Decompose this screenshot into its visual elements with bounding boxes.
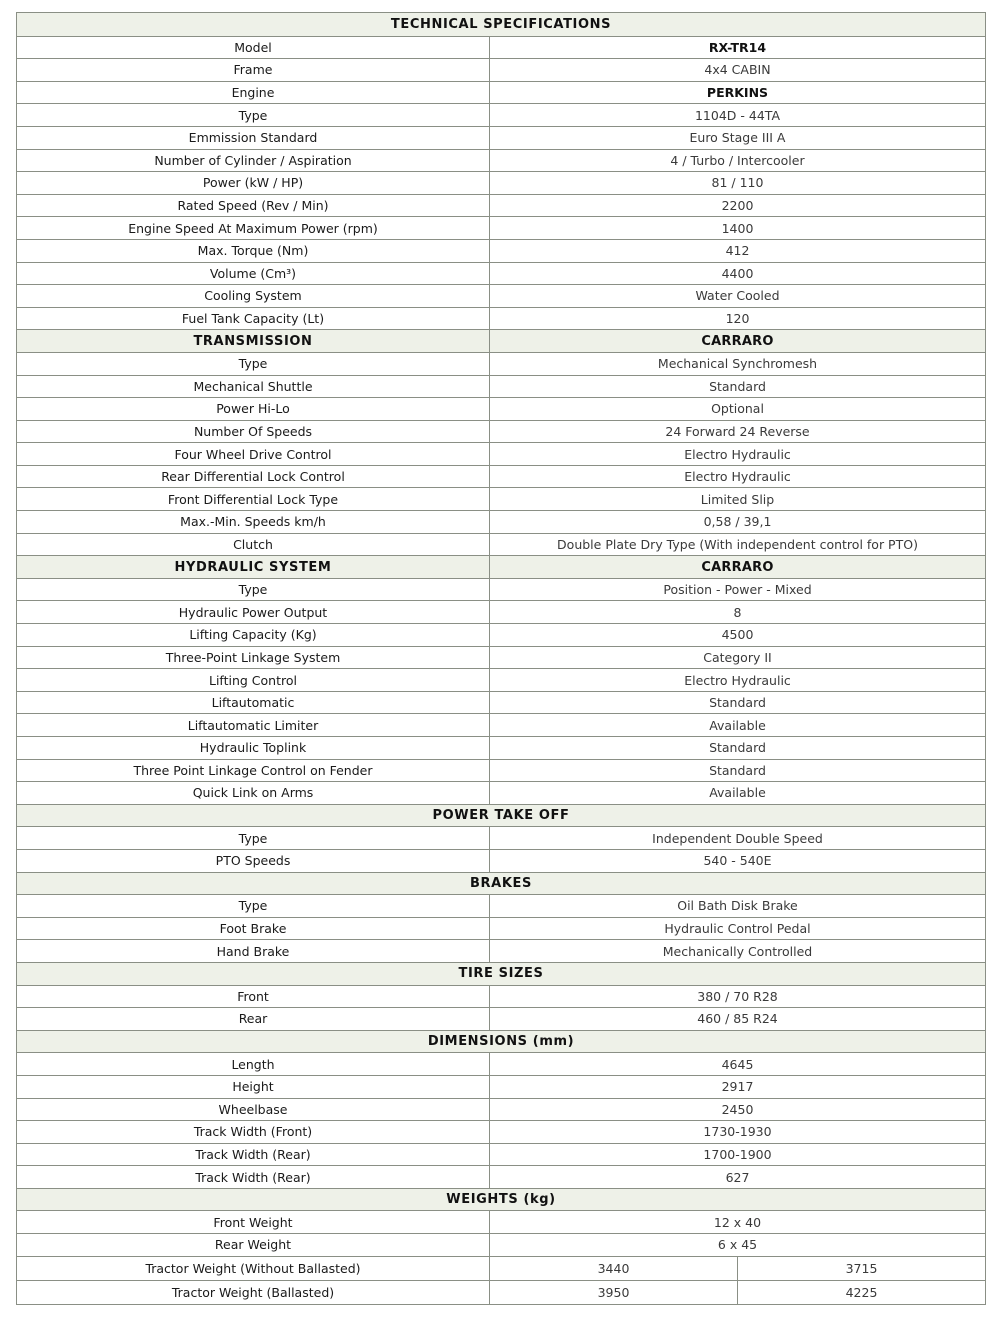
spec-value: 2200 [721, 198, 754, 214]
spec-label: Quick Link on Arms [17, 782, 490, 804]
spec-row [17, 781, 985, 804]
spec-row [17, 1120, 985, 1143]
spec-row [17, 103, 985, 126]
spec-value: 4500 [721, 627, 754, 643]
spec-row [17, 307, 985, 330]
spec-label: Power Hi-Lo [17, 398, 490, 420]
spec-value: Standard [709, 762, 766, 778]
spec-label: Volume (Cm³) [17, 263, 490, 285]
spec-row [17, 442, 985, 465]
spec-label: Length [17, 1053, 490, 1075]
spec-value: 8 [733, 604, 742, 620]
spec-row [17, 262, 985, 285]
spec-row [17, 420, 985, 443]
section-header-weights-kg [17, 1188, 985, 1211]
spec-row [17, 1280, 985, 1304]
spec-row [17, 487, 985, 510]
section-header-brakes [17, 872, 985, 895]
spec-row [17, 939, 985, 962]
spec-row [17, 1052, 985, 1075]
spec-value: Independent Double Speed [652, 830, 823, 846]
spec-value: 460 / 85 R24 [697, 1011, 778, 1027]
section-title-value: CARRARO [701, 559, 774, 575]
section-title: TRANSMISSION [17, 330, 490, 352]
section-title-value: CARRARO [701, 333, 774, 349]
spec-label: Hydraulic Power Output [17, 601, 490, 623]
spec-row [17, 713, 985, 736]
spec-label: Four Wheel Drive Control [17, 443, 490, 465]
spec-value: 1400 [721, 220, 754, 236]
spec-row [17, 1098, 985, 1121]
section-title: DIMENSIONS (mm) [427, 1034, 575, 1050]
spec-value: Euro Stage III A [689, 130, 786, 146]
spec-label: Rear [17, 1008, 490, 1030]
spec-row [17, 465, 985, 488]
spec-value: Mechanical Synchromesh [657, 356, 818, 372]
spec-value: Position - Power - Mixed [663, 582, 812, 598]
spec-label: Type [17, 827, 490, 849]
spec-value: 1730-1930 [703, 1124, 772, 1140]
spec-row [17, 352, 985, 375]
spec-value: Available [709, 785, 766, 801]
spec-label: Max.-Min. Speeds km/h [17, 511, 490, 533]
spec-row [17, 149, 985, 172]
spec-label: Number Of Speeds [17, 421, 490, 443]
spec-label: Number of Cylinder / Aspiration [17, 150, 490, 172]
spec-label: Engine [17, 82, 490, 104]
spec-row [17, 1233, 985, 1256]
spec-label: Front Differential Lock Type [17, 488, 490, 510]
spec-row [17, 171, 985, 194]
spec-value: 2450 [721, 1101, 754, 1117]
spec-row [17, 985, 985, 1008]
spec-label: Track Width (Front) [17, 1121, 490, 1143]
spec-row [17, 58, 985, 81]
spec-value: Optional [711, 401, 764, 417]
section-title: TECHNICAL SPECIFICATIONS [390, 16, 612, 32]
spec-row [17, 1143, 985, 1166]
spec-row [17, 1165, 985, 1188]
spec-label: Liftautomatic [17, 692, 490, 714]
spec-label: Frame [17, 59, 490, 81]
spec-row [17, 646, 985, 669]
spec-label: Cooling System [17, 285, 490, 307]
spec-value: PERKINS [706, 85, 769, 101]
spec-label: Power (kW / HP) [17, 172, 490, 194]
spec-value: 3950 [490, 1281, 738, 1304]
section-title: HYDRAULIC SYSTEM [17, 556, 490, 578]
section-title: POWER TAKE OFF [432, 808, 570, 824]
spec-label: Track Width (Rear) [17, 1166, 490, 1188]
spec-value: Standard [709, 740, 766, 756]
spec-row [17, 1075, 985, 1098]
spec-label: Engine Speed At Maximum Power (rpm) [17, 217, 490, 239]
spec-row [17, 397, 985, 420]
spec-label: Three Point Linkage Control on Fender [17, 760, 490, 782]
spec-value: 81 / 110 [711, 175, 764, 191]
spec-value: Water Cooled [695, 288, 780, 304]
spec-value: Electro Hydraulic [684, 469, 791, 485]
spec-row [17, 194, 985, 217]
spec-row [17, 894, 985, 917]
spec-value: 412 [725, 243, 750, 259]
section-title: WEIGHTS (kg) [446, 1192, 556, 1208]
spec-row [17, 81, 985, 104]
spec-value: 120 [725, 311, 750, 327]
spec-value: 12 x 40 [713, 1214, 762, 1230]
spec-label: Fuel Tank Capacity (Lt) [17, 308, 490, 330]
spec-label: Lifting Control [17, 669, 490, 691]
spec-value: RX-TR14 [708, 39, 767, 55]
spec-value: Mechanically Controlled [662, 943, 813, 959]
spec-value: 0,58 / 39,1 [703, 514, 772, 530]
spec-value: 380 / 70 R28 [697, 988, 778, 1004]
section-header-power-take-off [17, 804, 985, 827]
spec-value: Standard [709, 378, 766, 394]
section-header-dimensions-mm [17, 1030, 985, 1053]
spec-row [17, 36, 985, 59]
spec-value: 4225 [845, 1284, 878, 1300]
section-title: TIRE SIZES [458, 966, 544, 982]
spec-row [17, 623, 985, 646]
spec-label: Three-Point Linkage System [17, 647, 490, 669]
spec-label: Rear Differential Lock Control [17, 466, 490, 488]
spec-value: 1104D - 44TA [694, 107, 781, 123]
spec-row [17, 216, 985, 239]
spec-row [17, 375, 985, 398]
spec-value: 4 / Turbo / Intercooler [670, 152, 805, 168]
spec-label: Type [17, 104, 490, 126]
spec-value: Electro Hydraulic [684, 672, 791, 688]
spec-label: Type [17, 353, 490, 375]
spec-label: Hydraulic Toplink [17, 737, 490, 759]
spec-label: Rear Weight [17, 1234, 490, 1256]
spec-value: Double Plate Dry Type (With independent control for PTO) [557, 536, 918, 552]
spec-row [17, 1210, 985, 1233]
spec-row [17, 1007, 985, 1030]
spec-label: Front [17, 986, 490, 1008]
spec-value: Oil Bath Disk Brake [677, 898, 798, 914]
spec-label: Liftautomatic Limiter [17, 714, 490, 736]
spec-value: 24 Forward 24 Reverse [665, 423, 810, 439]
spec-row [17, 691, 985, 714]
spec-row [17, 736, 985, 759]
spec-table [16, 12, 986, 1305]
spec-label: PTO Speeds [17, 850, 490, 872]
spec-value: 627 [725, 1169, 750, 1185]
spec-label: Front Weight [17, 1211, 490, 1233]
spec-value: Category II [703, 649, 772, 665]
spec-row [17, 239, 985, 262]
spec-label: Type [17, 579, 490, 601]
spec-label: Mechanical Shuttle [17, 376, 490, 398]
spec-value: 3440 [490, 1257, 738, 1280]
spec-value: Standard [709, 695, 766, 711]
spec-label: Model [17, 37, 490, 59]
section-header-technical-specifications [17, 13, 985, 36]
spec-value: 4645 [721, 1056, 754, 1072]
spec-row [17, 126, 985, 149]
spec-label: Wheelbase [17, 1099, 490, 1121]
section-title: BRAKES [470, 875, 532, 891]
spec-row [17, 533, 985, 556]
spec-value: Hydraulic Control Pedal [664, 921, 811, 937]
spec-row [17, 578, 985, 601]
spec-value: 1700-1900 [703, 1146, 772, 1162]
spec-row [17, 917, 985, 940]
spec-label: Lifting Capacity (Kg) [17, 624, 490, 646]
spec-label: Rated Speed (Rev / Min) [17, 195, 490, 217]
section-header-transmission [17, 329, 985, 352]
spec-row [17, 284, 985, 307]
spec-row [17, 849, 985, 872]
spec-label: Track Width (Rear) [17, 1144, 490, 1166]
section-header-tire-sizes [17, 962, 985, 985]
spec-value: 2917 [721, 1079, 754, 1095]
spec-row [17, 510, 985, 533]
spec-value: Available [709, 717, 766, 733]
spec-label: Height [17, 1076, 490, 1098]
spec-row [17, 600, 985, 623]
spec-label: Type [17, 895, 490, 917]
spec-row [17, 826, 985, 849]
spec-value: 540 - 540E [703, 853, 772, 869]
spec-label: Foot Brake [17, 918, 490, 940]
spec-label: Tractor Weight (Without Ballasted) [17, 1257, 490, 1280]
spec-row [17, 1256, 985, 1280]
section-header-hydraulic-system [17, 555, 985, 578]
spec-value: Electro Hydraulic [684, 446, 791, 462]
spec-value: 6 x 45 [717, 1237, 758, 1253]
spec-value: 4x4 CABIN [704, 62, 771, 78]
spec-value: Limited Slip [700, 491, 775, 507]
spec-label: Clutch [17, 534, 490, 556]
spec-label: Max. Torque (Nm) [17, 240, 490, 262]
spec-row [17, 668, 985, 691]
spec-value: 3715 [845, 1260, 878, 1276]
spec-label: Tractor Weight (Ballasted) [17, 1281, 490, 1304]
spec-label: Emmission Standard [17, 127, 490, 149]
spec-value: 4400 [721, 265, 754, 281]
spec-label: Hand Brake [17, 940, 490, 962]
spec-row [17, 759, 985, 782]
